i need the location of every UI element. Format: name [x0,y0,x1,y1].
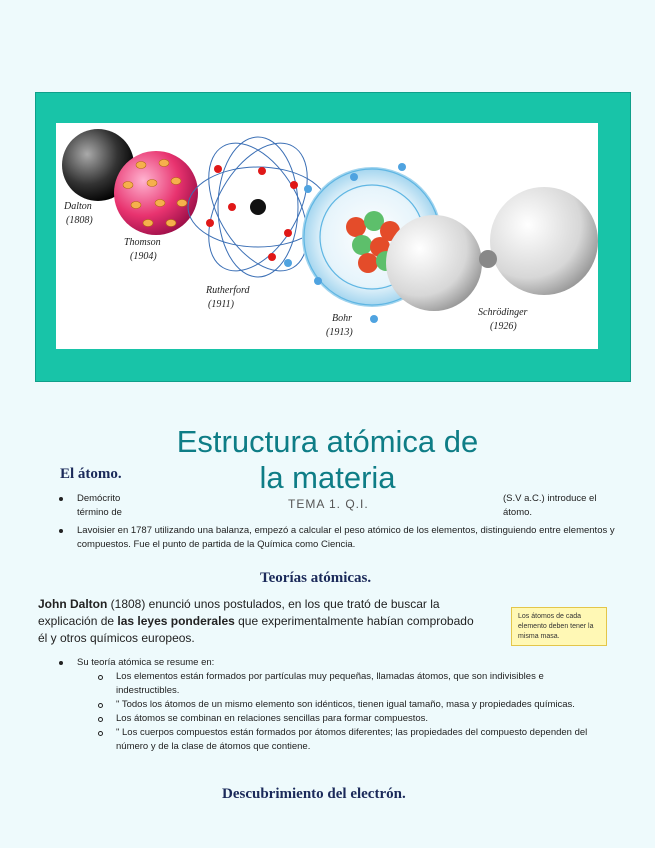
dalton-text-1: (1808) enunció unos postulados, en los que trató de buscar la explicación de [38,597,440,628]
schrodinger-center [479,250,497,268]
schrodinger-label: Schrödinger [478,307,528,318]
page-title [160,424,495,496]
bohr-year: (1913) [326,327,353,338]
dalton-bold-laws: las leyes ponderales [117,614,235,628]
dalton-paragraph [38,596,478,647]
lavoisier-bullet: Lavoisier en 1787 utilizando una balanza, empezó a calcular el peso atómico de los elementos, distinguiendo entre elementos y compuestos. Fue el punto de partida de la Química como Ciencia. [57,524,617,552]
thomson-label: Thomson [124,237,161,248]
header-banner [35,92,631,382]
summary-intro-bullet: Su teoría atómica se resume en: [57,656,605,670]
thomson-sphere [114,151,198,235]
page-title-line1: Estructura atómica de [176,424,479,459]
postulate-item: Los elementos están formados por partículas muy pequeñas, llamadas átomos, que son indivisibles e indestructibles. [96,670,604,698]
postulate-item: " Los cuerpos compuestos están formados por átomos diferentes; las propiedades del compuesto dependen del número y de la clase de átomos que contiene. [96,726,604,754]
schrodinger-year: (1926) [490,321,517,332]
dalton-summary-list [57,656,605,670]
dalton-label: Dalton [64,201,92,212]
page-title-line2: la materia [259,460,396,495]
postulates-list [96,670,604,754]
rutherford-label: Rutherford [206,285,250,296]
democritus-text-atom: átomo. [503,507,533,518]
bohr-label: Bohr [332,313,352,324]
atom-heading: El átomo. [60,466,122,482]
democritus-name: Demócrito [77,493,121,504]
schrodinger-lobe-left [386,215,482,311]
page-subtitle: TEMA 1. Q.I. [288,497,369,511]
atomic-models-illustration [56,123,598,349]
rutherford-nucleus [250,199,266,215]
dalton-text-2: que experimentalmente habían comprobado él y otros químicos europeos. [38,614,474,645]
dalton-name: John Dalton [38,597,108,611]
atom-bullet-list [57,492,617,552]
schrodinger-lobe-right [490,187,598,295]
theories-heading: Teorías atómicas. [260,570,372,586]
democritus-bullet [57,492,617,522]
postulate-item: " Todos los átomos de un mismo elemento son idénticos, tienen igual tamaño, masa y propiedades químicas. [96,698,604,712]
thomson-year: (1904) [130,251,157,262]
democritus-text-term: término de [77,507,122,518]
democritus-text-right: (S.V a.C.) introduce el [503,493,597,504]
postulate-item: Los átomos se combinan en relaciones sencillas para formar compuestos. [96,712,604,726]
electron-heading: Descubrimiento del electrón. [222,786,406,802]
atomic-models-svg [56,123,598,349]
dalton-year: (1808) [66,215,93,226]
sticky-note: Los átomos de cada elemento deben tener la misma masa. [511,607,607,646]
rutherford-year: (1911) [208,299,234,310]
